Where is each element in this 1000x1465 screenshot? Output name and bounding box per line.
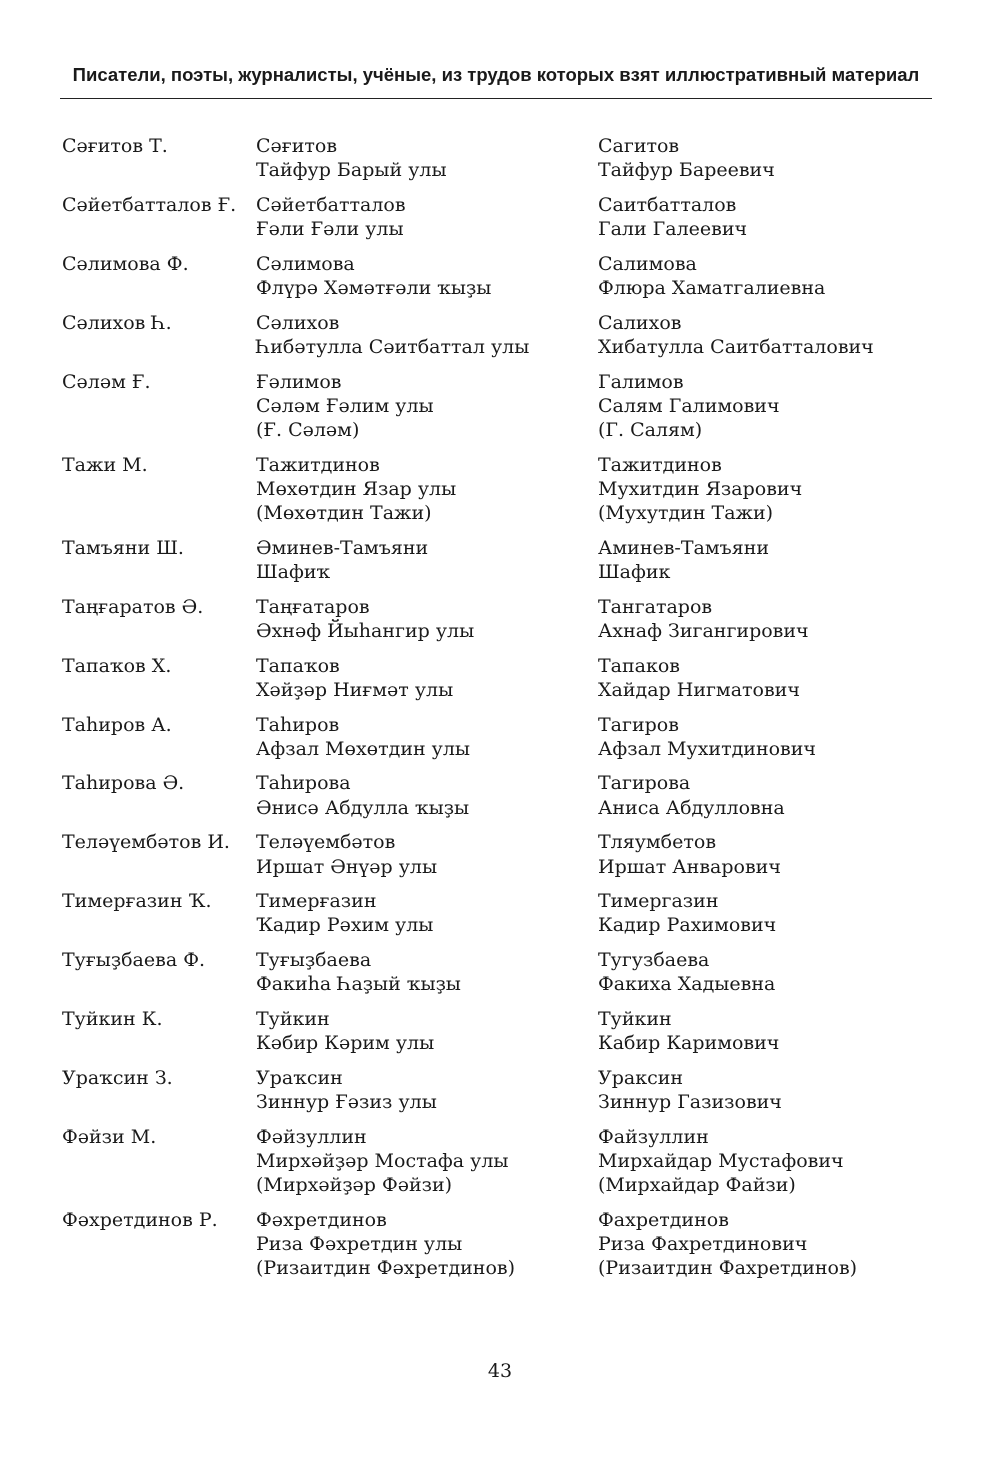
russian-name-line: Тажитдинов xyxy=(598,453,722,476)
russian-name-line: Саитбатталов xyxy=(598,193,737,216)
russian-name-cell xyxy=(598,453,942,526)
russian-name-cell xyxy=(598,830,942,878)
short-name: Тамъяни Ш. xyxy=(62,536,184,559)
short-name: Фәйзи М. xyxy=(62,1125,157,1148)
bashkir-name-cell xyxy=(256,1066,598,1114)
bashkir-name-cell xyxy=(256,536,598,584)
short-name-cell xyxy=(62,1125,256,1198)
russian-name-line: (Мирхайдар Файзи) xyxy=(598,1174,796,1197)
russian-name-cell xyxy=(598,536,942,584)
table-row xyxy=(62,713,942,761)
bashkir-name-line: Әнисә Абдулла ҡыҙы xyxy=(256,796,470,819)
russian-name-line: Мухитдин Язарович xyxy=(598,477,803,500)
russian-name-line: Факиха Хадыевна xyxy=(598,973,776,996)
russian-name-line: Тагирова xyxy=(598,772,691,795)
short-name-cell xyxy=(62,1208,256,1281)
russian-name-cell xyxy=(598,771,942,819)
russian-name-line: Тагиров xyxy=(598,713,679,736)
table-row xyxy=(62,536,942,584)
short-name: Тажи М. xyxy=(62,453,148,476)
short-name: Таһирова Ә. xyxy=(62,772,185,795)
short-name: Туғыҙбаева Ф. xyxy=(62,949,206,972)
russian-name-line: Тляумбетов xyxy=(598,831,717,854)
bashkir-name-line: Сәлихов xyxy=(256,311,340,334)
short-name-cell xyxy=(62,830,256,878)
bashkir-name-cell xyxy=(256,1208,598,1281)
russian-name-line: Тугузбаева xyxy=(598,949,710,972)
russian-name-line: Салимова xyxy=(598,252,697,275)
table-row xyxy=(62,453,942,526)
russian-name-line: Афзал Мухитдинович xyxy=(598,737,816,760)
bashkir-name-cell xyxy=(256,252,598,300)
bashkir-name-line: Кәбир Кәрим улы xyxy=(256,1032,435,1055)
table-row xyxy=(62,193,942,241)
short-name-cell xyxy=(62,134,256,182)
table-row xyxy=(62,771,942,819)
russian-name-line: Шафик xyxy=(598,561,671,584)
russian-name-cell xyxy=(598,654,942,702)
short-name-cell xyxy=(62,771,256,819)
russian-name-cell xyxy=(598,889,942,937)
short-name: Сәйетбатталов Ғ. xyxy=(62,193,237,216)
bashkir-name-line: Тажитдинов xyxy=(256,453,380,476)
russian-name-cell xyxy=(598,713,942,761)
russian-name-line: Тайфур Бареевич xyxy=(598,159,775,182)
bashkir-name-line: Сәләм Ғәлим улы xyxy=(256,394,434,417)
bashkir-name-cell xyxy=(256,889,598,937)
short-name-cell xyxy=(62,1007,256,1055)
russian-name-line: Туйкин xyxy=(598,1008,672,1031)
names-table xyxy=(62,134,942,1291)
table-row xyxy=(62,1125,942,1198)
russian-name-cell xyxy=(598,595,942,643)
bashkir-name-cell xyxy=(256,595,598,643)
bashkir-name-line: Ғәли Ғәли улы xyxy=(256,218,404,241)
russian-name-cell xyxy=(598,1066,942,1114)
short-name: Таһиров А. xyxy=(62,713,172,736)
short-name-cell xyxy=(62,453,256,526)
bashkir-name-line: Фәхретдинов xyxy=(256,1209,387,1232)
bashkir-name-cell xyxy=(256,948,598,996)
short-name-cell xyxy=(62,713,256,761)
russian-name-line: Галимов xyxy=(598,370,684,393)
bashkir-name-line: Факиһа Һаҙый ҡыҙы xyxy=(256,973,461,996)
russian-name-cell xyxy=(598,134,942,182)
bashkir-name-line: Таһирова xyxy=(256,772,351,795)
bashkir-name-line: Таһиров xyxy=(256,713,340,736)
bashkir-name-line: Әминев-Тамъяни xyxy=(256,536,429,559)
russian-name-line: Кабир Каримович xyxy=(598,1032,780,1055)
russian-name-line: Файзуллин xyxy=(598,1125,709,1148)
bashkir-name-line: Шафиҡ xyxy=(256,561,331,584)
page-header-title: Писатели, поэты, журналисты, учёные, из трудов которых взят иллюстративный материал xyxy=(72,64,920,85)
short-name-cell xyxy=(62,948,256,996)
table-row xyxy=(62,1208,942,1281)
bashkir-name-cell xyxy=(256,713,598,761)
short-name-cell xyxy=(62,1066,256,1114)
bashkir-name-cell xyxy=(256,830,598,878)
bashkir-name-cell xyxy=(256,193,598,241)
short-name: Сәләм Ғ. xyxy=(62,370,151,393)
russian-name-cell xyxy=(598,948,942,996)
short-name-cell xyxy=(62,252,256,300)
bashkir-name-line: Һибәтулла Сәитбаттал улы xyxy=(256,335,530,358)
short-name: Теләүембәтов И. xyxy=(62,831,230,854)
short-name-cell xyxy=(62,595,256,643)
bashkir-name-line: Әхнәф Йыһангир улы xyxy=(256,619,475,642)
short-name: Ураҡсин З. xyxy=(62,1067,173,1089)
short-name-cell xyxy=(62,370,256,443)
bashkir-name-cell xyxy=(256,1125,598,1198)
russian-name-line: (Г. Салям) xyxy=(598,419,703,442)
russian-name-line: Хибатулла Саитбатталович xyxy=(598,335,874,358)
russian-name-line: Кадир Рахимович xyxy=(598,914,777,937)
bashkir-name-line: Афзал Мөхөтдин улы xyxy=(256,737,471,760)
short-name-cell xyxy=(62,654,256,702)
header-rule xyxy=(60,98,932,99)
table-row xyxy=(62,370,942,443)
russian-name-line: Сагитов xyxy=(598,135,680,157)
russian-name-line: Аминев-Тамъяни xyxy=(598,536,770,559)
russian-name-cell xyxy=(598,252,942,300)
russian-name-cell xyxy=(598,1208,942,1281)
table-row xyxy=(62,948,942,996)
russian-name-cell xyxy=(598,1007,942,1055)
bashkir-name-line: Фәйзуллин xyxy=(256,1125,367,1148)
bashkir-name-line: Сәлимова xyxy=(256,252,355,275)
table-row xyxy=(62,252,942,300)
bashkir-name-line: (Мирхәйҙәр Фәйзи) xyxy=(256,1174,453,1197)
short-name: Сәғитов Т. xyxy=(62,135,168,157)
russian-name-line: Риза Фахретдинович xyxy=(598,1233,808,1256)
bashkir-name-cell xyxy=(256,370,598,443)
bashkir-name-line: Мирхәйҙәр Мостафа улы xyxy=(256,1150,509,1173)
russian-name-cell xyxy=(598,1125,942,1198)
short-name-cell xyxy=(62,193,256,241)
short-name: Сәлимова Ф. xyxy=(62,252,189,275)
bashkir-name-line: Сәйетбатталов xyxy=(256,193,406,216)
russian-name-line: Тангатаров xyxy=(598,595,713,618)
russian-name-line: Мирхайдар Мустафович xyxy=(598,1150,844,1173)
russian-name-line: Тапаков xyxy=(598,654,681,677)
bashkir-name-cell xyxy=(256,654,598,702)
page-number: 43 xyxy=(487,1360,513,1382)
short-name: Таңғаратов Ә. xyxy=(62,595,204,618)
bashkir-name-line: Ураҡсин xyxy=(256,1067,343,1089)
bashkir-name-line: Туйкин xyxy=(256,1008,330,1031)
bashkir-name-line: (Ғ. Сәләм) xyxy=(256,419,360,442)
bashkir-name-line: Тапаҡов xyxy=(256,654,340,677)
russian-name-line: (Мухутдин Тажи) xyxy=(598,502,774,525)
bashkir-name-line: (Ризаитдин Фәхретдинов) xyxy=(256,1257,516,1280)
bashkir-name-line: Иршат Әнүәр улы xyxy=(256,855,438,878)
table-row xyxy=(62,889,942,937)
russian-name-line: Салихов xyxy=(598,311,682,334)
russian-name-cell xyxy=(598,311,942,359)
russian-name-line: Гали Галеевич xyxy=(598,218,748,241)
bashkir-name-line: Хәйҙәр Ниғмәт улы xyxy=(256,678,454,701)
short-name: Тимерғазин Ҡ. xyxy=(62,890,212,913)
bashkir-name-line: Ғәлимов xyxy=(256,370,342,393)
bashkir-name-line: Риза Фәхретдин улы xyxy=(256,1233,463,1256)
table-row xyxy=(62,654,942,702)
russian-name-line: Тимергазин xyxy=(598,890,719,913)
bashkir-name-line: (Мөхөтдин Тажи) xyxy=(256,502,432,525)
short-name: Фәхретдинов Р. xyxy=(62,1209,218,1232)
russian-name-line: Иршат Анварович xyxy=(598,855,781,878)
bashkir-name-line: Мөхөтдин Язар улы xyxy=(256,477,457,500)
short-name-cell xyxy=(62,889,256,937)
table-row xyxy=(62,311,942,359)
bashkir-name-line: Флүрә Хәмәтғәли ҡыҙы xyxy=(256,277,492,300)
short-name: Сәлихов Һ. xyxy=(62,311,172,334)
table-row xyxy=(62,595,942,643)
short-name: Тапаҡов Х. xyxy=(62,654,172,677)
russian-name-line: Хайдар Нигматович xyxy=(598,678,800,701)
bashkir-name-cell xyxy=(256,134,598,182)
bashkir-name-line: Таңғатаров xyxy=(256,595,370,618)
russian-name-cell xyxy=(598,193,942,241)
bashkir-name-cell xyxy=(256,771,598,819)
table-row xyxy=(62,1066,942,1114)
table-row xyxy=(62,1007,942,1055)
short-name: Туйкин К. xyxy=(62,1008,163,1031)
russian-name-line: Салям Галимович xyxy=(598,394,780,417)
bashkir-name-cell xyxy=(256,453,598,526)
bashkir-name-line: Тимерғазин xyxy=(256,890,377,913)
russian-name-line: Ахнаф Зигангирович xyxy=(598,619,809,642)
russian-name-cell xyxy=(598,370,942,443)
table-row xyxy=(62,134,942,182)
bashkir-name-cell xyxy=(256,1007,598,1055)
russian-name-line: Зиннур Газизович xyxy=(598,1091,782,1114)
russian-name-line: Аниса Абдулловна xyxy=(598,796,785,819)
russian-name-line: Флюра Хаматгалиевна xyxy=(598,277,826,300)
bashkir-name-line: Теләүембәтов xyxy=(256,831,396,854)
bashkir-name-line: Тайфур Барый улы xyxy=(256,159,447,182)
bashkir-name-line: Ҡадир Рәхим улы xyxy=(256,914,434,937)
bashkir-name-line: Зиннур Ғәзиз улы xyxy=(256,1091,437,1114)
short-name-cell xyxy=(62,536,256,584)
table-row xyxy=(62,830,942,878)
short-name-cell xyxy=(62,311,256,359)
russian-name-line: (Ризаитдин Фахретдинов) xyxy=(598,1257,858,1280)
russian-name-line: Фахретдинов xyxy=(598,1209,729,1232)
bashkir-name-line: Туғыҙбаева xyxy=(256,949,372,972)
russian-name-line: Ураксин xyxy=(598,1067,684,1089)
bashkir-name-line: Сәғитов xyxy=(256,135,338,157)
bashkir-name-cell xyxy=(256,311,598,359)
